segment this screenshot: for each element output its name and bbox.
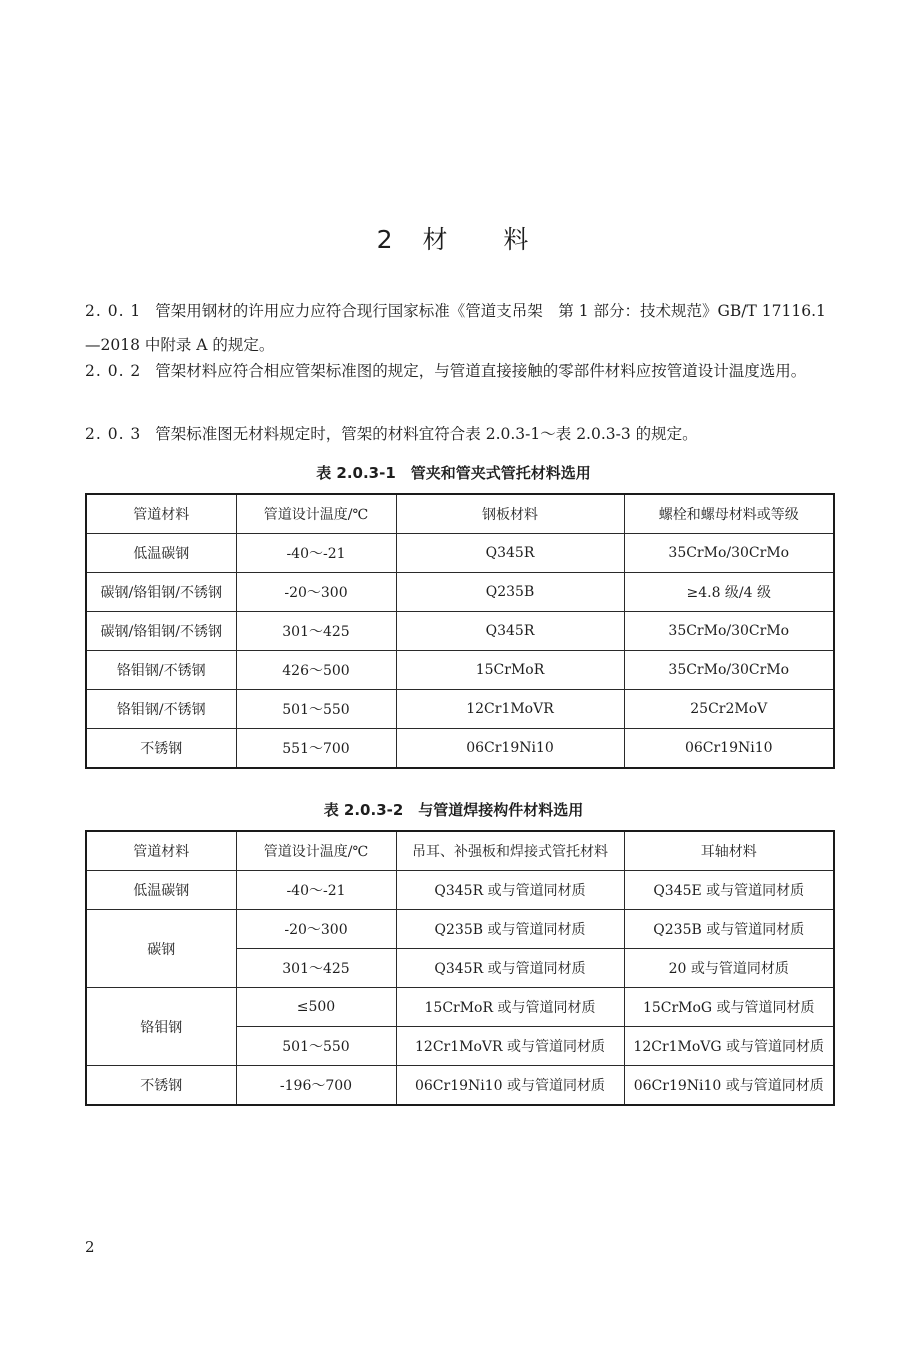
material-cell-a: Q235B 或与管道同材质 xyxy=(396,910,624,949)
table-2-caption: 表 2.0.3-2 与管道焊接构件材料选用 xyxy=(323,801,584,819)
clause-text: 管架标准图无材料规定时，管架的材料宜符合表 2.0.3-1～表 2.0.3-3 的规定。 xyxy=(155,425,698,443)
pipe-material-cell: 不锈钢 xyxy=(86,1066,236,1106)
material-cell-b: ≥4.8 级/4 级 xyxy=(624,573,834,612)
clause-number: 2. 0. 3 xyxy=(85,425,142,443)
material-cell-b: Q345E 或与管道同材质 xyxy=(624,871,834,910)
material-cell-a: 15CrMoR xyxy=(396,651,624,690)
column-header: 吊耳、补强板和焊接式管托材料 xyxy=(396,831,624,871)
column-header: 管道材料 xyxy=(86,494,236,534)
pipe-material-cell: 碳钢/铬钼钢/不锈钢 xyxy=(86,612,236,651)
table-row xyxy=(86,988,834,1027)
clause-number: 2. 0. 1 xyxy=(85,302,142,320)
material-cell-b: 15CrMoG 或与管道同材质 xyxy=(624,988,834,1027)
material-cell-b: 12Cr1MoVG 或与管道同材质 xyxy=(624,1027,834,1066)
material-cell-a: 06Cr19Ni10 xyxy=(396,729,624,769)
material-cell-b: 35CrMo/30CrMo xyxy=(624,651,834,690)
pipe-material-cell: 低温碳钢 xyxy=(86,534,236,573)
design-temperature-cell: 501～550 xyxy=(236,690,396,729)
clause-text: 管架用钢材的许用应力应符合现行国家标准《管道支吊架 第 1 部分：技术规范》GB/T 17116.1—2018 中附录 A 的规定。 xyxy=(85,302,826,354)
column-header: 钢板材料 xyxy=(396,494,624,534)
design-temperature-cell: -20～300 xyxy=(236,573,396,612)
chapter-title-char-2: 料 xyxy=(503,225,531,254)
pipe-material-cell: 铬钼钢/不锈钢 xyxy=(86,690,236,729)
material-cell-a: Q345R xyxy=(396,612,624,651)
material-table-1 xyxy=(85,493,835,769)
table-header-row xyxy=(86,494,834,534)
pipe-material-cell: 铬钼钢 xyxy=(86,988,236,1066)
table-row xyxy=(86,651,834,690)
table-row xyxy=(86,910,834,949)
material-cell-a: Q345R 或与管道同材质 xyxy=(396,871,624,910)
chapter-number: 2 xyxy=(376,225,395,254)
page-number: 2 xyxy=(85,1238,95,1256)
chapter-title-char-1: 材 xyxy=(422,225,450,254)
column-header: 管道设计温度/℃ xyxy=(236,494,396,534)
design-temperature-cell: ≤500 xyxy=(236,988,396,1027)
material-cell-a: 15CrMoR 或与管道同材质 xyxy=(396,988,624,1027)
design-temperature-cell: 501～550 xyxy=(236,1027,396,1066)
material-cell-b: 20 或与管道同材质 xyxy=(624,949,834,988)
design-temperature-cell: 301～425 xyxy=(236,612,396,651)
material-cell-b: 35CrMo/30CrMo xyxy=(624,534,834,573)
design-temperature-cell: 551～700 xyxy=(236,729,396,769)
table-row xyxy=(86,690,834,729)
table-row xyxy=(86,871,834,910)
design-temperature-cell: -40～-21 xyxy=(236,871,396,910)
table-row xyxy=(86,729,834,769)
table-header-row xyxy=(86,831,834,871)
pipe-material-cell: 不锈钢 xyxy=(86,729,236,769)
clause-2-0-2 xyxy=(85,354,837,388)
column-header: 管道材料 xyxy=(86,831,236,871)
clause-2-0-1 xyxy=(85,294,837,362)
table-row xyxy=(86,1066,834,1106)
material-table-2 xyxy=(85,830,835,1106)
design-temperature-cell: -20～300 xyxy=(236,910,396,949)
material-cell-b: 06Cr19Ni10 或与管道同材质 xyxy=(624,1066,834,1106)
clause-text: 管架材料应符合相应管架标准图的规定，与管道直接接触的零部件材料应按管道设计温度选用。 xyxy=(155,362,807,380)
clause-2-0-3 xyxy=(85,417,837,451)
material-cell-a: Q345R xyxy=(396,534,624,573)
material-cell-a: 12Cr1MoVR xyxy=(396,690,624,729)
material-cell-b: 25Cr2MoV xyxy=(624,690,834,729)
table-row xyxy=(86,612,834,651)
pipe-material-cell: 碳钢 xyxy=(86,910,236,988)
material-cell-a: Q235B xyxy=(396,573,624,612)
chapter-title xyxy=(0,220,907,256)
material-cell-a: 06Cr19Ni10 或与管道同材质 xyxy=(396,1066,624,1106)
clause-number: 2. 0. 2 xyxy=(85,362,142,380)
column-header: 管道设计温度/℃ xyxy=(236,831,396,871)
table-row xyxy=(86,573,834,612)
pipe-material-cell: 碳钢/铬钼钢/不锈钢 xyxy=(86,573,236,612)
material-cell-b: 06Cr19Ni10 xyxy=(624,729,834,769)
design-temperature-cell: 301～425 xyxy=(236,949,396,988)
design-temperature-cell: -40～-21 xyxy=(236,534,396,573)
design-temperature-cell: -196～700 xyxy=(236,1066,396,1106)
column-header: 螺栓和螺母材料或等级 xyxy=(624,494,834,534)
design-temperature-cell: 426～500 xyxy=(236,651,396,690)
pipe-material-cell: 低温碳钢 xyxy=(86,871,236,910)
material-cell-b: 35CrMo/30CrMo xyxy=(624,612,834,651)
material-cell-a: Q345R 或与管道同材质 xyxy=(396,949,624,988)
material-cell-b: Q235B 或与管道同材质 xyxy=(624,910,834,949)
table-row xyxy=(86,534,834,573)
column-header: 耳轴材料 xyxy=(624,831,834,871)
material-cell-a: 12Cr1MoVR 或与管道同材质 xyxy=(396,1027,624,1066)
table-1-caption: 表 2.0.3-1 管夹和管夹式管托材料选用 xyxy=(316,464,591,482)
pipe-material-cell: 铬钼钢/不锈钢 xyxy=(86,651,236,690)
